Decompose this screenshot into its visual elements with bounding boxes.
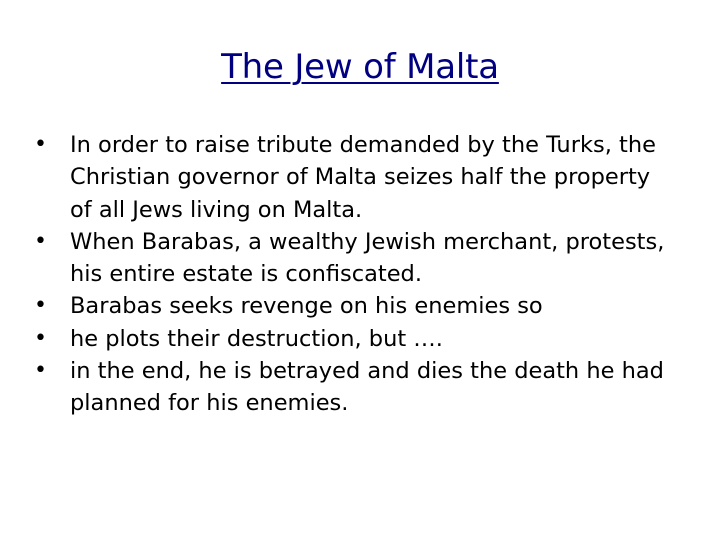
bullet-list	[34, 129, 674, 420]
bullet-icon: •	[34, 228, 47, 254]
bullet-item	[34, 290, 674, 322]
bullet-item	[34, 323, 674, 355]
bullet-icon: •	[34, 293, 47, 319]
slide-title: The Jew of Malta	[221, 47, 499, 87]
bullet-text: Barabas seeks revenge on his enemies so	[70, 293, 543, 320]
bullet-text: In order to raise tribute demanded by the Turks, the Christian governor of Malta seizes half the property of all Jews living on Malta.	[70, 132, 656, 223]
bullet-text: he plots their destruction, but ….	[70, 325, 443, 352]
bullet-icon: •	[34, 132, 47, 157]
bullet-icon: •	[34, 325, 47, 351]
bullet-item	[34, 226, 674, 291]
bullet-icon: •	[34, 358, 47, 384]
bullet-item	[34, 129, 674, 226]
bullet-text: in the end, he is betrayed and dies the death he had planned for his enemies.	[70, 358, 664, 417]
bullet-item	[34, 355, 674, 420]
bullet-text: When Barabas, a wealthy Jewish merchant, protests, his entire estate is confiscated.	[70, 228, 665, 288]
